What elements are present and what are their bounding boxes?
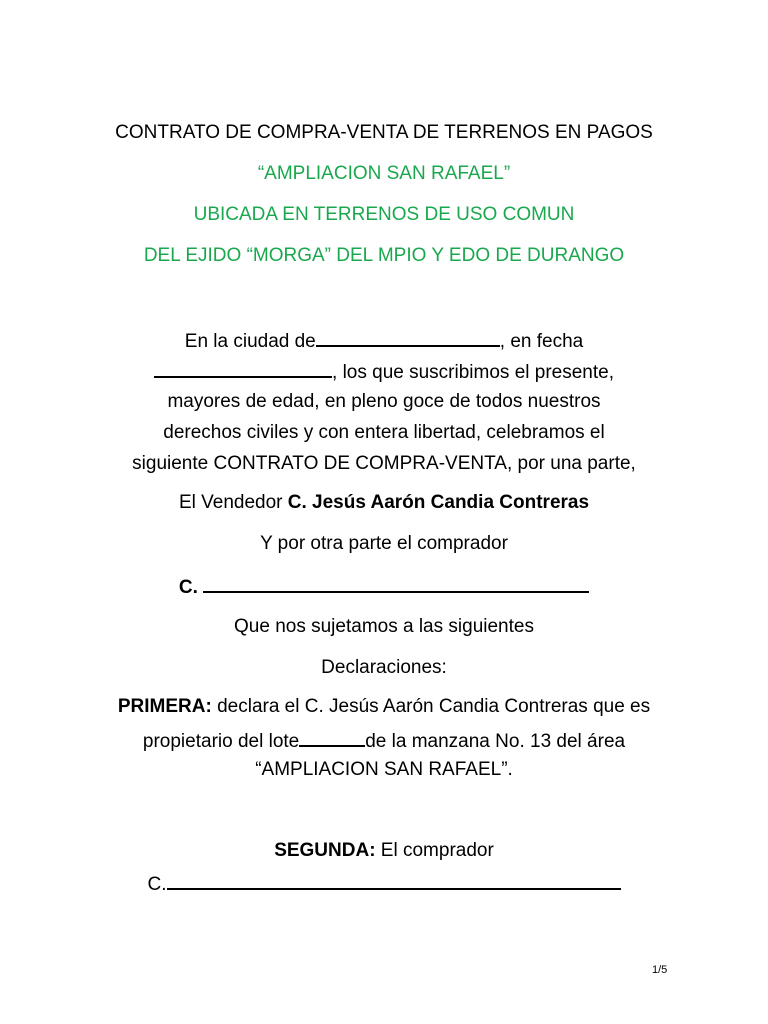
paragraph-line-5: siguiente CONTRATO DE COMPRA-VENTA, por una parte, [132, 453, 636, 474]
primera-line-2 [0, 727, 768, 754]
primera-label: PRIMERA: [117, 696, 212, 717]
segunda-line-2 [0, 870, 768, 897]
segunda-line-1 [0, 839, 768, 863]
text: de la manzana No. 13 del área [365, 731, 626, 752]
lote-blank [299, 727, 365, 747]
city-blank [316, 327, 500, 347]
text: El comprador [375, 840, 494, 861]
text: declara el C. Jesús Aarón Candia Contreras que es [211, 696, 651, 717]
primera-line-1 [0, 695, 768, 719]
comprador-prefix: C. [178, 577, 198, 598]
comprador-line [0, 573, 768, 600]
sujetamos-text: Que nos sujetamos a las siguientes [234, 616, 534, 637]
text: , en fecha [499, 331, 584, 352]
segunda-blank [167, 870, 621, 890]
paragraph-line-1 [0, 327, 768, 354]
page-number: 1/5 [652, 964, 668, 976]
comprador-intro: Y por otra parte el comprador [260, 533, 508, 554]
subtitle-ampliacion: “AMPLIACION SAN RAFAEL” [257, 163, 511, 184]
subtitle-ubicada: UBICADA EN TERRENOS DE USO COMUN [193, 204, 575, 225]
vendedor-name: C. Jesús Aarón Candia Contreras [287, 492, 590, 513]
segunda-label: SEGUNDA: [274, 840, 376, 861]
paragraph-line-3: mayores de edad, en pleno goce de todos nuestros [167, 391, 601, 412]
vendedor-line [0, 491, 768, 515]
text: propietario del lote [142, 731, 300, 752]
vendedor-label: El Vendedor [178, 492, 288, 513]
primera-line-3: “AMPLIACION SAN RAFAEL”. [255, 759, 513, 780]
segunda-prefix: C. [147, 874, 167, 895]
text: , los que suscribimos el presente, [332, 362, 614, 383]
text: En la ciudad de [184, 331, 316, 352]
comprador-blank [203, 573, 589, 593]
subtitle-ejido: DEL EJIDO “MORGA” DEL MPIO Y EDO DE DURANGO [143, 245, 625, 266]
declaraciones-heading: Declaraciones: [321, 657, 447, 678]
paragraph-line-4: derechos civiles y con entera libertad, celebramos el [163, 422, 605, 443]
date-blank [154, 358, 332, 378]
contract-title: CONTRATO DE COMPRA-VENTA DE TERRENOS EN PAGOS [115, 122, 653, 143]
paragraph-line-2 [0, 358, 768, 385]
